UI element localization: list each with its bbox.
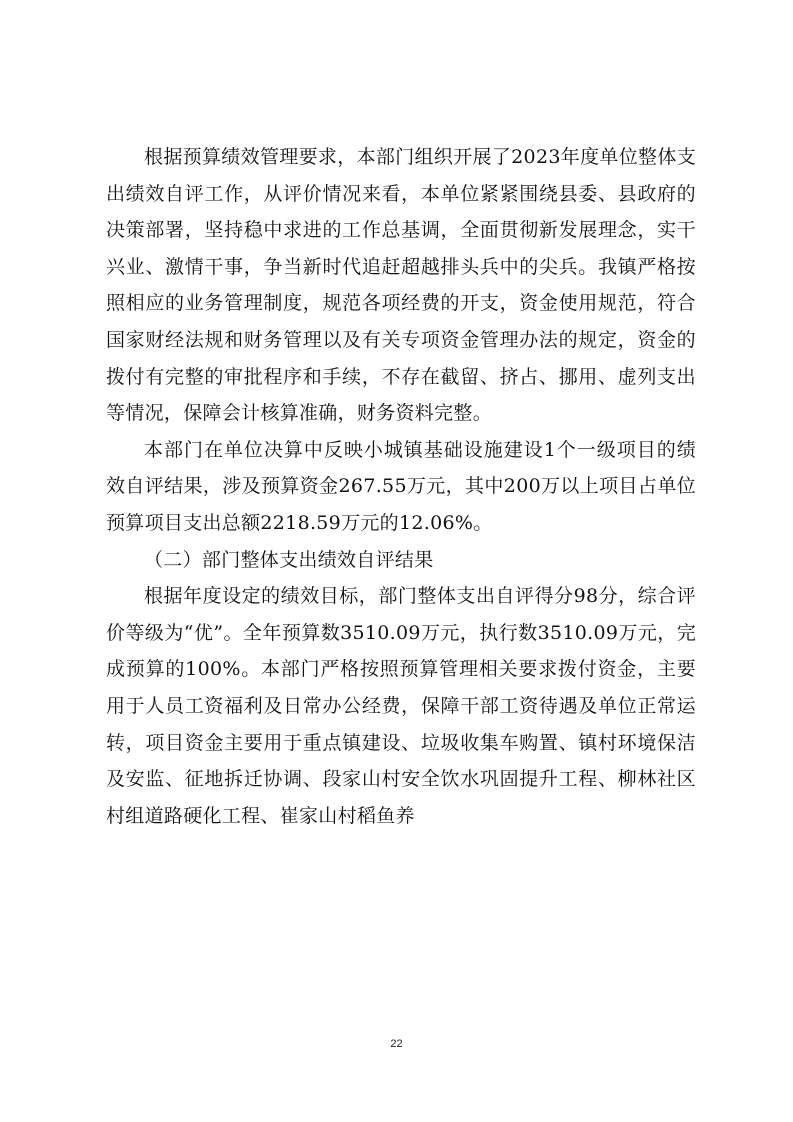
paragraph-overall-results: 根据年度设定的绩效目标，部门整体支出自评得分98分，综合评价等级为“优”。全年预算数3510.09万元，执行数3510.09万元，完成预算的100%。本部门严格按照预算管理相关要求拨付资金，主要用于人员工资福利及日常办公经费，保障干部工资待遇及单位正常运转，项目资金主要用于重点镇建设、垃圾收集车购置、镇村环境保洁及安监、征地拆迁协调、段家山村安全饮水巩固提升工程、柳林社区村组道路硬化工程、崔家山村稻鱼养	[106, 585, 696, 827]
section-heading: （二）部门整体支出绩效自评结果	[144, 548, 434, 571]
paragraph-self-evaluation-overview: 根据预算绩效管理要求，本部门组织开展了2023年度单位整体支出绩效自评工作，从评价情况来看，本单位紧紧围绕县委、县政府的决策部署，坚持稳中求进的工作总基调，全面贯彻新发展理念，实干兴业、激情干事，争当新时代追赶超越排头兵中的尖兵。我镇严格按照相应的业务管理制度，规范各项经费的开支，资金使用规范，符合国家财经法规和财务管理以及有关专项资金管理办法的规定，资金的拨付有完整的审批程序和手续，不存在截留、挤占、挪用、虚列支出等情况，保障会计核算准确，财务资料完整。	[106, 146, 696, 425]
page-number: 22	[390, 1038, 403, 1050]
body-text	[106, 139, 696, 834]
paragraph-project-results: 本部门在单位决算中反映小城镇基础设施建设1个一级项目的绩效自评结果，涉及预算资金267.55万元，其中200万以上项目占单位预算项目支出总额2218.59万元的12.06%。	[106, 438, 696, 534]
